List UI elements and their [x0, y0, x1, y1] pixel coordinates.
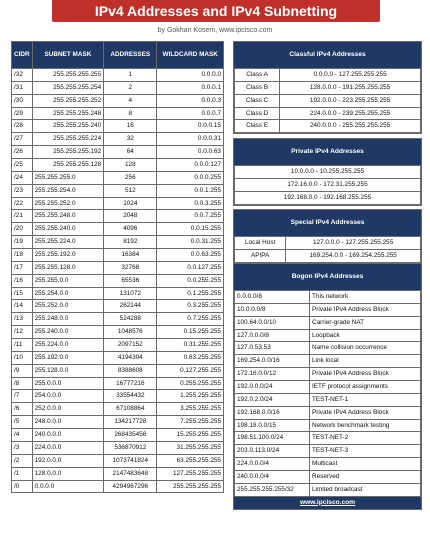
table-row [12, 313, 224, 326]
subnet-mask-cell: 192.0.0.0 [32, 454, 104, 467]
addresses-cell: 4 [104, 94, 157, 107]
bogon-block-cell: 198.18.0.0/15 [235, 419, 310, 432]
bogon-block-cell: 169.254.0.0/16 [235, 355, 310, 368]
wildcard-mask-cell: 0.0.0.0 [157, 69, 224, 82]
table-row [12, 416, 224, 429]
addresses-cell: 1073741824 [104, 454, 157, 467]
special-name-cell: APIPA [235, 249, 286, 262]
class-range-cell: 240.0.0.0 - 255.255.255.255 [280, 120, 421, 133]
cidr-cell: /9 [12, 364, 33, 377]
class-name-cell: Class C [235, 94, 280, 107]
header-subnet-mask: SUBNET MASK [32, 42, 104, 69]
wildcard-mask-cell: 0.0.0.3 [157, 94, 224, 107]
wildcard-mask-cell: 0.0.0.1 [157, 81, 224, 94]
addresses-cell: 4294967296 [104, 480, 157, 493]
addresses-cell: 512 [104, 184, 157, 197]
class-range-cell: 0.0.0.0 - 127.255.255.255 [280, 69, 421, 82]
bogon-description-cell: Link local [310, 355, 421, 368]
subnet-mask-cell: 255.254.0.0 [32, 287, 104, 300]
wildcard-mask-cell: 0.7.255.255 [157, 313, 224, 326]
wildcard-mask-cell: 0.0.63.255 [157, 249, 224, 262]
private-range-cell: 192.168.0.0 - 192.168.255.255 [235, 191, 421, 204]
subnet-mask-cell: 255.255.224.0 [32, 236, 104, 249]
addresses-cell: 32768 [104, 261, 157, 274]
table-row [12, 364, 224, 377]
table-row [235, 381, 421, 394]
subnet-mask-cell: 255.255.0.0 [32, 274, 104, 287]
wildcard-mask-cell: 3.255.255.255 [157, 403, 224, 416]
addresses-cell: 1 [104, 69, 157, 82]
addresses-cell: 8 [104, 107, 157, 120]
classful-table [234, 68, 421, 133]
bogon-description-cell: Private IPv4 Address Block [310, 368, 421, 381]
bogon-section [233, 263, 422, 510]
cidr-cell: /32 [12, 69, 33, 82]
subnet-mask-cell: 255.255.254.0 [32, 184, 104, 197]
table-row [235, 458, 421, 471]
subnet-mask-cell: 255.255.255.252 [32, 94, 104, 107]
private-range-cell: 172.16.0.0 - 172.31.255.255 [235, 178, 421, 191]
addresses-cell: 256 [104, 171, 157, 184]
wildcard-mask-cell: 63.255.255.255 [157, 454, 224, 467]
subnet-mask-cell: 128.0.0.0 [32, 467, 104, 480]
bogon-block-cell: 172.16.0.0/12 [235, 368, 310, 381]
subnet-mask-cell: 255.255.192.0 [32, 249, 104, 262]
table-row [12, 69, 224, 82]
table-row [235, 368, 421, 381]
addresses-cell: 268435456 [104, 429, 157, 442]
wildcard-mask-cell: 0.0.3.255 [157, 197, 224, 210]
table-row [12, 159, 224, 172]
classful-section [233, 41, 422, 134]
table-row [235, 432, 421, 445]
cidr-cell: /24 [12, 171, 33, 184]
table-row [12, 287, 224, 300]
table-row [12, 480, 224, 493]
cidr-cell: /19 [12, 236, 33, 249]
wildcard-mask-cell: 0.31.255.255 [157, 339, 224, 352]
wildcard-mask-cell: 0.0.15.255 [157, 223, 224, 236]
special-table [234, 236, 421, 263]
bogon-description-cell: Private IPv4 Address Block [310, 406, 421, 419]
addresses-cell: 2048 [104, 210, 157, 223]
class-name-cell: Class A [235, 69, 280, 82]
wildcard-mask-cell: 0.0.31.255 [157, 236, 224, 249]
table-row [235, 342, 421, 355]
subnet-table [11, 41, 224, 493]
addresses-cell: 64 [104, 146, 157, 159]
subnet-mask-cell: 255.255.255.255 [32, 69, 104, 82]
wildcard-mask-cell: 0.0.0.63 [157, 146, 224, 159]
addresses-cell: 67108864 [104, 403, 157, 416]
table-row [12, 351, 224, 364]
subnet-mask-cell: 255.252.0.0 [32, 300, 104, 313]
table-row [235, 406, 421, 419]
class-name-cell: Class B [235, 81, 280, 94]
private-section [233, 138, 422, 206]
bogon-block-cell: 192.168.0.0/16 [235, 406, 310, 419]
table-row [235, 81, 421, 94]
class-range-cell: 224.0.0.0 - 239.255.255.255 [280, 107, 421, 120]
cidr-cell: /23 [12, 184, 33, 197]
cidr-cell: /21 [12, 210, 33, 223]
wildcard-mask-cell: 1.255.255.255 [157, 390, 224, 403]
table-row [12, 403, 224, 416]
wildcard-mask-cell: 0.127.255.255 [157, 364, 224, 377]
special-range-cell: 127.0.0.0 - 127.255.255.255 [286, 237, 421, 250]
addresses-cell: 32 [104, 133, 157, 146]
subnet-mask-cell: 255.255.255.254 [32, 81, 104, 94]
subnet-mask-cell: 255.0.0.0 [32, 377, 104, 390]
table-row [12, 184, 224, 197]
cidr-cell: /12 [12, 326, 33, 339]
bogon-block-cell: 0.0.0.0/8 [235, 291, 310, 304]
table-row [12, 197, 224, 210]
addresses-cell: 8192 [104, 236, 157, 249]
class-name-cell: Class E [235, 120, 280, 133]
bogon-block-cell: 192.0.0.0/24 [235, 381, 310, 394]
byline: by Gokhan Kosem, www.ipcisco.com [157, 27, 273, 34]
table-row [12, 171, 224, 184]
addresses-cell: 131072 [104, 287, 157, 300]
cidr-cell: /26 [12, 146, 33, 159]
table-row [12, 274, 224, 287]
bogon-description-cell: This network [310, 291, 421, 304]
cidr-cell: /8 [12, 377, 33, 390]
table-row [235, 178, 421, 191]
table-row [12, 454, 224, 467]
private-heading: Private IPv4 Addresses [234, 139, 421, 165]
wildcard-mask-cell: 31.255.255.255 [157, 441, 224, 454]
table-row [235, 303, 421, 316]
wildcard-mask-cell: 0.0.7.255 [157, 210, 224, 223]
table-row [12, 210, 224, 223]
bogon-description-cell: Reserved [310, 471, 421, 484]
bogon-description-cell: TEST-NET-1 [310, 393, 421, 406]
wildcard-mask-cell: 7.255.255.255 [157, 416, 224, 429]
cidr-cell: /6 [12, 403, 33, 416]
subnet-mask-cell: 255.255.255.128 [32, 159, 104, 172]
table-row [12, 377, 224, 390]
subnet-mask-cell: 248.0.0.0 [32, 416, 104, 429]
cidr-cell: /0 [12, 480, 33, 493]
table-row [235, 329, 421, 342]
table-row [12, 326, 224, 339]
addresses-cell: 1024 [104, 197, 157, 210]
subnet-mask-cell: 224.0.0.0 [32, 441, 104, 454]
table-row [12, 261, 224, 274]
table-row [12, 429, 224, 442]
table-row [12, 94, 224, 107]
private-table [234, 165, 421, 205]
bogon-description-cell: TEST-NET-2 [310, 432, 421, 445]
addresses-cell: 536870912 [104, 441, 157, 454]
subnet-mask-cell: 255.248.0.0 [32, 313, 104, 326]
special-range-cell: 169.254.0.0 - 169.254.255.255 [286, 249, 421, 262]
addresses-cell: 4194304 [104, 351, 157, 364]
special-name-cell: Local Host [235, 237, 286, 250]
bogon-description-cell: TEST-NET-3 [310, 445, 421, 458]
addresses-cell: 134217728 [104, 416, 157, 429]
table-row [12, 107, 224, 120]
bogon-block-cell: 127.0.0.0/8 [235, 329, 310, 342]
table-row [12, 223, 224, 236]
class-name-cell: Class D [235, 107, 280, 120]
addresses-cell: 16384 [104, 249, 157, 262]
addresses-cell: 2097152 [104, 339, 157, 352]
bogon-block-cell: 203.0.113.0/24 [235, 445, 310, 458]
table-row [235, 291, 421, 304]
table-row [12, 467, 224, 480]
cidr-cell: /14 [12, 300, 33, 313]
table-row [235, 483, 421, 496]
wildcard-mask-cell: 0.63.255.255 [157, 351, 224, 364]
cidr-cell: /28 [12, 120, 33, 133]
table-row [12, 133, 224, 146]
class-range-cell: 192.0.0.0 - 223.255.255.255 [280, 94, 421, 107]
cidr-cell: /17 [12, 261, 33, 274]
table-row [12, 120, 224, 133]
bogon-block-cell: 224.0.0.0/4 [235, 458, 310, 471]
wildcard-mask-cell: 0.0.0.15 [157, 120, 224, 133]
wildcard-mask-cell: 0.0.255.255 [157, 274, 224, 287]
addresses-cell: 262144 [104, 300, 157, 313]
table-row [235, 191, 421, 204]
table-row [235, 94, 421, 107]
private-range-cell: 10.0.0.0 - 10.255.255.255 [235, 166, 421, 179]
cidr-cell: /11 [12, 339, 33, 352]
bogon-description-cell: Network benchmark testing [310, 419, 421, 432]
special-heading: Special IPv4 Addresses [234, 210, 421, 236]
bogon-description-cell: Name collision occurrence [310, 342, 421, 355]
cidr-cell: /31 [12, 81, 33, 94]
wildcard-mask-cell: 0.0.0.7 [157, 107, 224, 120]
addresses-cell: 33554432 [104, 390, 157, 403]
table-row [235, 393, 421, 406]
header-cidr: CIDR [12, 42, 33, 69]
table-row [12, 249, 224, 262]
bogon-block-cell: 198.51.100.0/24 [235, 432, 310, 445]
bogon-heading: Bogon IPv4 Addresses [234, 264, 421, 290]
cidr-cell: /16 [12, 274, 33, 287]
cidr-cell: /7 [12, 390, 33, 403]
bogon-description-cell: Carrier-grade NAT [310, 316, 421, 329]
subnet-mask-cell: 255.255.252.0 [32, 197, 104, 210]
cidr-cell: /27 [12, 133, 33, 146]
wildcard-mask-cell: 0.15.255.255 [157, 326, 224, 339]
subnet-mask-cell: 255.255.255.248 [32, 107, 104, 120]
wildcard-mask-cell: 0.1.255.255 [157, 287, 224, 300]
subnet-mask-cell: 255.255.255.192 [32, 146, 104, 159]
table-row [235, 419, 421, 432]
cidr-cell: /30 [12, 94, 33, 107]
table-row [235, 471, 421, 484]
table-row [235, 445, 421, 458]
subnet-mask-cell: 255.255.255.240 [32, 120, 104, 133]
addresses-cell: 16 [104, 120, 157, 133]
bogon-description-cell: Limited broadcast [310, 483, 421, 496]
bogon-block-cell: 240.0.0.0/4 [235, 471, 310, 484]
wildcard-mask-cell: 0.0.1.255 [157, 184, 224, 197]
addresses-cell: 524288 [104, 313, 157, 326]
bogon-block-cell: 127.0.53.53 [235, 342, 310, 355]
wildcard-mask-cell: 0.3.255.255 [157, 300, 224, 313]
cidr-cell: /22 [12, 197, 33, 210]
bogon-description-cell: IETF protocol assignments [310, 381, 421, 394]
addresses-cell: 128 [104, 159, 157, 172]
cidr-cell: /13 [12, 313, 33, 326]
table-row [12, 339, 224, 352]
table-row [235, 69, 421, 82]
subnet-mask-cell: 255.255.128.0 [32, 261, 104, 274]
wildcard-mask-cell: 0.0.0.127 [157, 159, 224, 172]
table-row [12, 300, 224, 313]
cidr-cell: /20 [12, 223, 33, 236]
table-row [12, 236, 224, 249]
subnet-mask-cell: 254.0.0.0 [32, 390, 104, 403]
subnet-mask-cell: 255.255.248.0 [32, 210, 104, 223]
website-link[interactable]: www.ipcisco.com [234, 497, 421, 509]
table-row [235, 107, 421, 120]
subnet-table-header [12, 42, 224, 69]
cidr-cell: /4 [12, 429, 33, 442]
bogon-description-cell: Multicast [310, 458, 421, 471]
table-row [12, 81, 224, 94]
table-row [235, 316, 421, 329]
addresses-cell: 4096 [104, 223, 157, 236]
header-wildcard-mask: WILDCARD MASK [157, 42, 224, 69]
classful-heading: Classful IPv4 Addresses [234, 42, 421, 68]
table-row [12, 390, 224, 403]
addresses-cell: 65536 [104, 274, 157, 287]
addresses-cell: 2147483648 [104, 467, 157, 480]
subnet-mask-cell: 255.240.0.0 [32, 326, 104, 339]
subnet-mask-cell: 255.255.255.0 [32, 171, 104, 184]
page-title: IPv4 Addresses and IPv4 Subnetting [52, 0, 380, 22]
addresses-cell: 8388608 [104, 364, 157, 377]
subnet-mask-cell: 255.224.0.0 [32, 339, 104, 352]
wildcard-mask-cell: 0.0.127.255 [157, 261, 224, 274]
wildcard-mask-cell: 127.255.255.255 [157, 467, 224, 480]
table-row [235, 355, 421, 368]
cidr-cell: /2 [12, 454, 33, 467]
cidr-cell: /3 [12, 441, 33, 454]
table-row [235, 120, 421, 133]
cidr-cell: /25 [12, 159, 33, 172]
subnet-mask-cell: 255.255.240.0 [32, 223, 104, 236]
addresses-cell: 1048576 [104, 326, 157, 339]
cidr-cell: /1 [12, 467, 33, 480]
subnet-mask-cell: 255.128.0.0 [32, 364, 104, 377]
subnet-mask-cell: 252.0.0.0 [32, 403, 104, 416]
addresses-cell: 2 [104, 81, 157, 94]
class-range-cell: 128.0.0.0 - 191.255.255.255 [280, 81, 421, 94]
cidr-cell: /29 [12, 107, 33, 120]
cidr-cell: /15 [12, 287, 33, 300]
bogon-block-cell: 10.0.0.0/8 [235, 303, 310, 316]
bogon-table [234, 290, 421, 497]
bogon-block-cell: 192.0.2.0/24 [235, 393, 310, 406]
subnet-mask-cell: 255.255.255.224 [32, 133, 104, 146]
table-row [235, 237, 421, 250]
wildcard-mask-cell: 0.0.0.31 [157, 133, 224, 146]
cidr-cell: /5 [12, 416, 33, 429]
subnet-mask-cell: 255.192.0.0 [32, 351, 104, 364]
special-section [233, 209, 422, 264]
subnet-mask-cell: 240.0.0.0 [32, 429, 104, 442]
header-addresses: ADDRESSES [104, 42, 157, 69]
addresses-cell: 16777216 [104, 377, 157, 390]
wildcard-mask-cell: 0.0.0.255 [157, 171, 224, 184]
table-row [12, 441, 224, 454]
bogon-block-cell: 255.255.255.255/32 [235, 483, 310, 496]
bogon-description-cell: Private IPv4 Address Block [310, 303, 421, 316]
table-row [235, 249, 421, 262]
subnet-mask-cell: 0.0.0.0 [32, 480, 104, 493]
wildcard-mask-cell: 0.255.255.255 [157, 377, 224, 390]
table-row [12, 146, 224, 159]
cidr-cell: /10 [12, 351, 33, 364]
table-row [235, 166, 421, 179]
bogon-block-cell: 100.64.0.0/10 [235, 316, 310, 329]
bogon-description-cell: Loopback [310, 329, 421, 342]
wildcard-mask-cell: 15.255.255.255 [157, 429, 224, 442]
wildcard-mask-cell: 255.255.255.255 [157, 480, 224, 493]
cidr-cell: /18 [12, 249, 33, 262]
